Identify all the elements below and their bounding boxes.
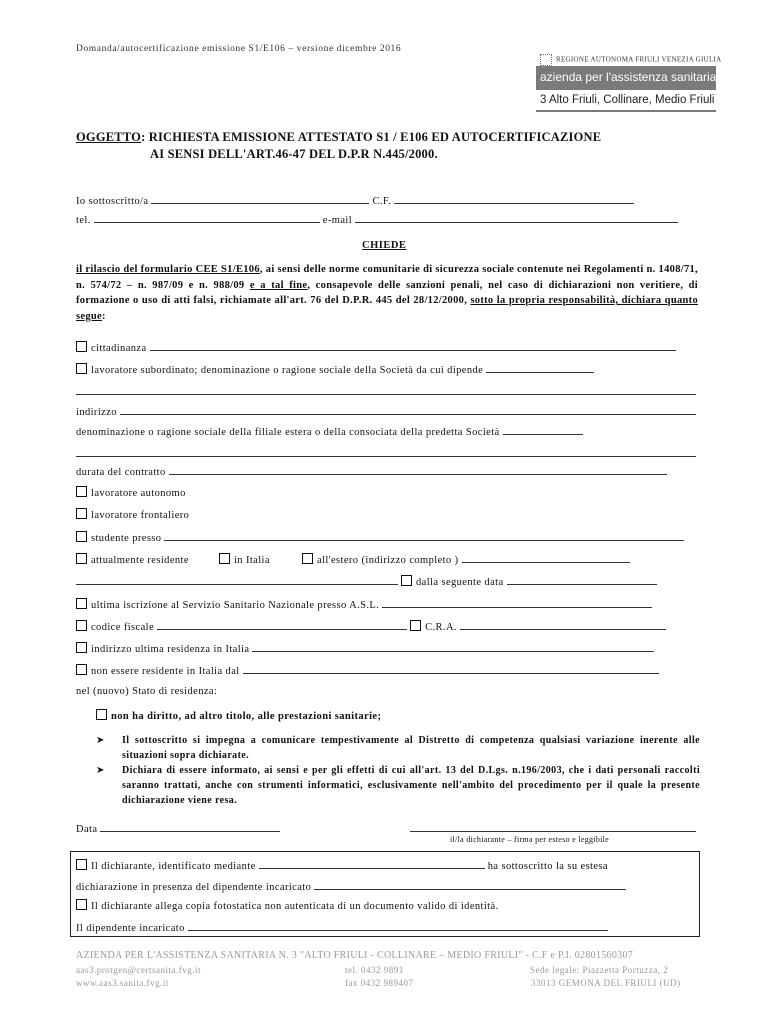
para-text-1: , ai sensi delle norme comunitarie di sicurezza sociale contenute nei Regolamenti n. 1408/71, n. 574/72 – n. 987/09 e n. 988/09 bbox=[76, 264, 698, 291]
subject-title bbox=[76, 130, 601, 145]
footer-sede-city: 33013 GEMONA DEL FRIULI (UD) bbox=[531, 978, 681, 988]
indirizzo-field[interactable] bbox=[120, 404, 696, 415]
request-paragraph bbox=[76, 262, 698, 324]
identificato-field[interactable] bbox=[259, 858, 485, 869]
subject-line2: AI SENSI DELL'ART.46-47 DEL D.P.R N.445/2000. bbox=[150, 147, 438, 161]
incaricato-name-field[interactable] bbox=[314, 879, 626, 890]
ultima-iscrizione-checkbox[interactable] bbox=[76, 598, 87, 609]
row-codice-fiscale bbox=[76, 619, 666, 633]
region-name: REGIONE AUTONOMA FRIULI VENEZIA GIULIA bbox=[556, 55, 722, 64]
footer-website: www.aas3.sanita.fvg.it bbox=[76, 978, 169, 988]
cra-checkbox[interactable] bbox=[410, 620, 421, 631]
codice-fiscale-checkbox[interactable] bbox=[76, 620, 87, 631]
row-cittadinanza bbox=[76, 340, 676, 354]
row-durata bbox=[76, 464, 667, 478]
arrow-bullet-icon: ➤ bbox=[96, 735, 105, 746]
dalla-data-label: dalla seguente data bbox=[416, 577, 504, 588]
dipendente-field[interactable] bbox=[188, 920, 608, 931]
filiale-field[interactable] bbox=[503, 424, 583, 435]
row-dipendente bbox=[76, 920, 608, 934]
in-italia-label: in Italia bbox=[233, 555, 270, 566]
autonomo-checkbox[interactable] bbox=[76, 486, 87, 497]
row-residente bbox=[76, 552, 630, 566]
signature-caption: il/la dichiarante – firma per esteso e leggibile bbox=[450, 835, 610, 844]
presenza-label: dichiarazione in presenza del dipendente incaricato bbox=[76, 882, 312, 893]
declaration-item bbox=[96, 763, 700, 808]
stato-residenza-label: nel (nuovo) Stato di residenza: bbox=[76, 686, 218, 697]
row-frontaliero bbox=[76, 508, 189, 521]
residente-checkbox[interactable] bbox=[76, 553, 87, 564]
estero-field[interactable] bbox=[462, 552, 630, 563]
row-subordinato bbox=[76, 362, 594, 376]
non-diritto-label: non ha diritto, ad altro titolo, alle prestazioni sanitarie; bbox=[111, 711, 382, 722]
footer-fax: fax 0432 989407 bbox=[345, 978, 414, 988]
frontaliero-label: lavoratore frontaliero bbox=[91, 510, 190, 521]
filiale-field-line2[interactable] bbox=[76, 456, 696, 457]
footer-email: aas3.protgen@certsanita.fvg.it bbox=[76, 965, 201, 975]
in-italia-checkbox[interactable] bbox=[219, 553, 230, 564]
row-non-residente bbox=[76, 663, 659, 677]
tel-field[interactable] bbox=[94, 212, 320, 223]
studente-checkbox[interactable] bbox=[76, 531, 87, 542]
ultima-residenza-checkbox[interactable] bbox=[76, 642, 87, 653]
para-formulario: il rilascio del formulario CEE S1/E106 bbox=[76, 264, 260, 275]
dipendente-label: Il dipendente incaricato bbox=[76, 923, 185, 934]
footer-tel: tel. 0432 9891 bbox=[345, 965, 404, 975]
para-colon: : bbox=[102, 310, 106, 322]
ultima-iscrizione-label: ultima iscrizione al Servizio Sanitario Nazionale presso A.S.L. bbox=[91, 600, 380, 611]
subject-line1: : RICHIESTA EMISSIONE ATTESTATO S1 / E106 ED AUTOCERTIFICAZIONE bbox=[141, 130, 602, 144]
agency-logo bbox=[536, 66, 716, 112]
studente-label: studente presso bbox=[91, 533, 162, 544]
document-version-line: Domanda/autocertificazione emissione S1/E106 – versione dicembre 2016 bbox=[76, 44, 402, 54]
para-responsabilita: sotto la propria responsabilità, dichiara quanto segue bbox=[76, 295, 698, 322]
footer-agency: AZIENDA PER L'ASSISTENZA SANITARIA N. 3 "ALTO FRIULI - COLLINARE – MEDIO FRIULI" - C.F e P.I. 02801560307 bbox=[76, 950, 634, 961]
chiede-heading: CHIEDE bbox=[362, 240, 407, 251]
row-studente bbox=[76, 530, 684, 544]
subject-label: OGGETTO bbox=[76, 130, 142, 144]
allega-checkbox[interactable] bbox=[76, 899, 87, 910]
row-tel bbox=[76, 212, 678, 226]
row-dalla-data bbox=[76, 574, 657, 588]
email-field[interactable] bbox=[355, 212, 678, 223]
cf-label: C.F. bbox=[372, 196, 392, 207]
row-autonomo bbox=[76, 486, 186, 499]
sottoscritto-estesa-label: ha sottoscritto la su estesa bbox=[487, 861, 608, 872]
para-text-2: , consapevole delle sanzioni penali, nel caso di dichiarazioni non veritiere, di formazione o uso di atti falsi, richiamate all'art. 76 del D.P.R. 445 del 28/12/2000, bbox=[76, 279, 699, 306]
sottoscritto-label: Io sottoscritto/a bbox=[76, 196, 149, 207]
row-data bbox=[76, 821, 280, 835]
allega-label: Il dichiarante allega copia fotostatica non autenticata di un documento valido di identità. bbox=[91, 901, 499, 912]
subordinato-checkbox[interactable] bbox=[76, 363, 87, 374]
ultima-residenza-field[interactable] bbox=[252, 641, 654, 652]
cittadinanza-field[interactable] bbox=[150, 340, 676, 351]
declaration-item bbox=[96, 733, 700, 763]
row-sottoscritto bbox=[76, 193, 634, 207]
row-non-diritto bbox=[96, 709, 381, 722]
non-diritto-checkbox[interactable] bbox=[96, 709, 107, 720]
filiale-label: denominazione o ragione sociale della filiale estera o della consociata della predetta Società bbox=[76, 427, 500, 438]
row-ultima-iscrizione bbox=[76, 597, 652, 611]
arrow-bullet-icon: ➤ bbox=[96, 765, 105, 776]
declarations-list bbox=[96, 733, 700, 808]
tel-label: tel. bbox=[76, 215, 91, 226]
row-presenza bbox=[76, 879, 626, 893]
dalla-data-field[interactable] bbox=[507, 574, 657, 585]
para-a-tal-fine: e a tal fine bbox=[249, 279, 308, 291]
cf-field[interactable] bbox=[394, 193, 634, 204]
codice-fiscale-label: codice fiscale bbox=[91, 622, 155, 633]
studente-field[interactable] bbox=[164, 530, 684, 541]
indirizzo-label: indirizzo bbox=[76, 407, 117, 418]
durata-field[interactable] bbox=[169, 464, 667, 475]
cittadinanza-checkbox[interactable] bbox=[76, 341, 87, 352]
non-residente-field[interactable] bbox=[243, 663, 659, 674]
ultima-residenza-label: indirizzo ultima residenza in Italia bbox=[91, 644, 250, 655]
identificato-label: Il dichiarante, identificato mediante bbox=[91, 861, 256, 872]
residente-label: attualmente residente bbox=[91, 555, 189, 566]
row-identificato bbox=[76, 858, 608, 872]
identificato-checkbox[interactable] bbox=[76, 859, 87, 870]
row-allega bbox=[76, 899, 499, 912]
estero-label: all'estero (indirizzo completo ) bbox=[317, 555, 459, 566]
row-ultima-residenza bbox=[76, 641, 654, 655]
declaration-text: Il sottoscritto si impegna a comunicare tempestivamente al Distretto di competenza qualsiasi variazione inerente alle situazioni sopra dichiarate. bbox=[122, 735, 700, 761]
data-label: Data bbox=[76, 824, 98, 835]
dalla-data-checkbox[interactable] bbox=[401, 575, 412, 586]
estero-checkbox[interactable] bbox=[302, 553, 313, 564]
subordinato-label: lavoratore subordinato; denominazione o ragione sociale della Società da cui dipende bbox=[91, 365, 484, 376]
region-emblem-icon bbox=[540, 54, 552, 66]
declaration-text: Dichiara di essere informato, ai sensi e per gli effetti di cui all'art. 13 del D.Lgs. n.196/2003, che i dati personali raccolti saranno trattati, anche con strumenti informatici, esclusivamente nell'ambito del procedimento per il quale la presente dichiarazione viene resa. bbox=[122, 765, 700, 806]
subordinato-field[interactable] bbox=[486, 362, 594, 373]
agency-logo-line1: azienda per l'assistenza sanitaria bbox=[540, 70, 717, 84]
subordinato-field-line2[interactable] bbox=[76, 394, 696, 395]
row-filiale bbox=[76, 424, 583, 438]
row-indirizzo bbox=[76, 404, 696, 418]
region-logo-text bbox=[540, 54, 722, 66]
non-residente-label: non essere residente in Italia dal bbox=[91, 666, 240, 677]
estero-field-line2[interactable] bbox=[76, 574, 398, 585]
non-residente-checkbox[interactable] bbox=[76, 664, 87, 675]
autonomo-label: lavoratore autonomo bbox=[91, 488, 186, 499]
cittadinanza-label: cittadinanza bbox=[91, 343, 147, 354]
ultima-iscrizione-field[interactable] bbox=[382, 597, 652, 608]
agency-logo-line2: 3 Alto Friuli, Collinare, Medio Friuli bbox=[536, 90, 720, 110]
footer-sede-address: Sede legale: Piazzetta Portuzza, 2 bbox=[530, 965, 669, 975]
cra-label: C.R.A. bbox=[425, 622, 457, 633]
frontaliero-checkbox[interactable] bbox=[76, 508, 87, 519]
durata-label: durata del contratto bbox=[76, 467, 166, 478]
data-field[interactable] bbox=[100, 821, 280, 832]
signature-field[interactable] bbox=[410, 831, 696, 832]
sottoscritto-field[interactable] bbox=[151, 193, 369, 204]
email-label: e-mail bbox=[322, 215, 353, 226]
cra-field[interactable] bbox=[460, 619, 666, 630]
codice-fiscale-field[interactable] bbox=[157, 619, 407, 630]
